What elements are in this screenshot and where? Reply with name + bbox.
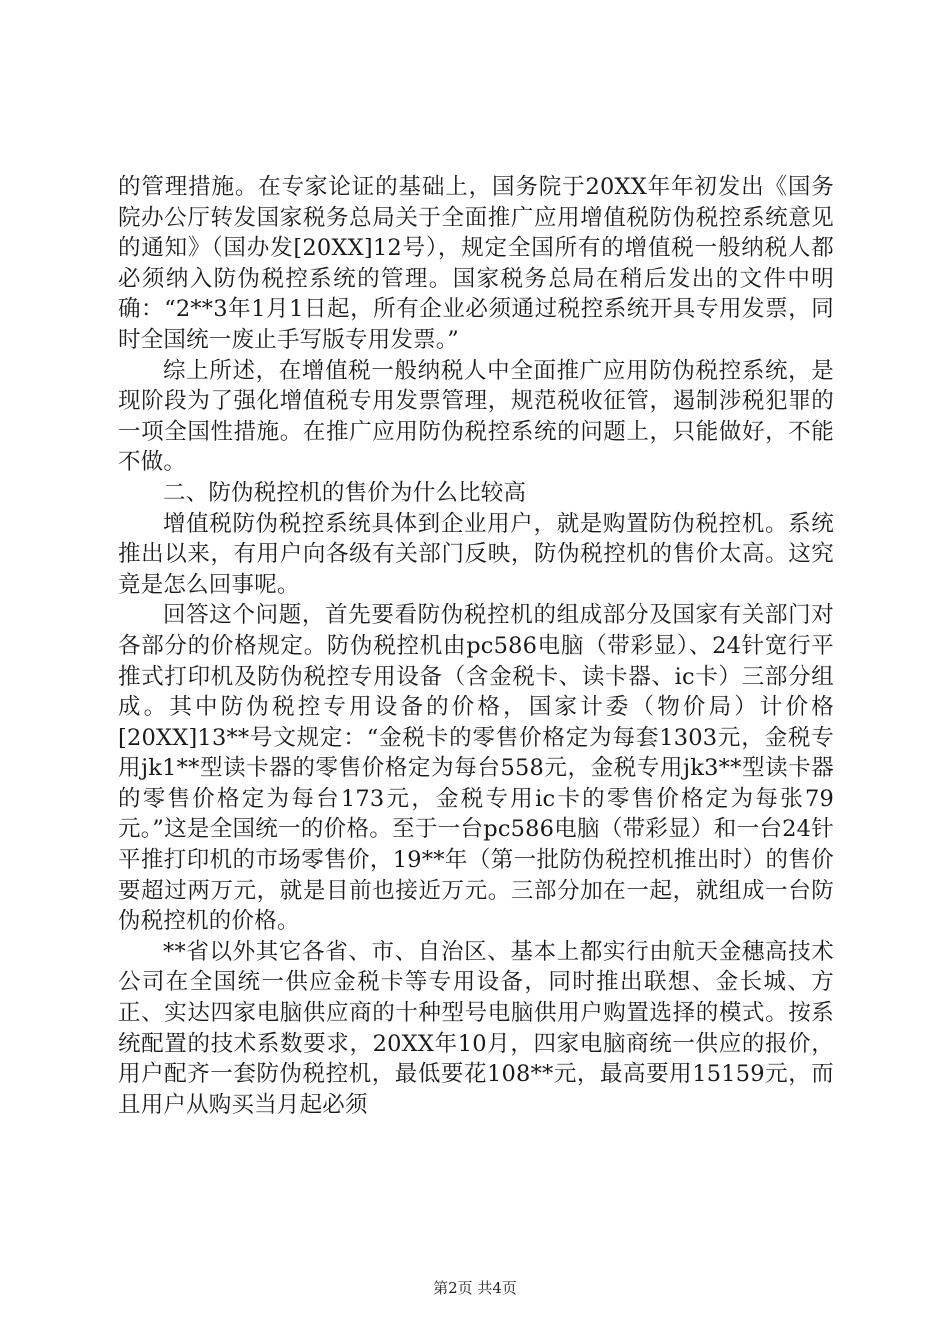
paragraph-5: **省以外其它各省、市、自治区、基本上都实行由航天金穗高技术公司在全国统一供应金税卡等专用设备，同时推出联想、金长城、方正、实达四家电脑供应商的十种型号电脑供用户购置选择的模式。按系统配置的技术系数要求，20XX年10月，四家电脑商统一供应的报价，用户配齐一套防伪税控机，最低要花108**元，最高要用15159元，而且用户从购买当月起必须 bbox=[118, 938, 834, 1118]
page-number: 第2页 共4页 bbox=[433, 1279, 517, 1297]
page-footer bbox=[0, 1278, 950, 1298]
paragraph-1: 的管理措施。在专家论证的基础上，国务院于20XX年年初发出《国务院办公厅转发国家税务总局关于全面推广应用增值税防伪税控系统意见的通知》（国办发[20XX]12号），规定全国所有的增值税一般纳税人都必须纳入防伪税控系统的管理。国家税务总局在稍后发出的文件中明确：“2**3年1月1日起，所有企业必须通过税控系统开具专用发票，同时全国统一废止手写版专用发票。” bbox=[118, 174, 834, 353]
document-body bbox=[118, 172, 834, 1120]
paragraph-2: 综上所述，在增值税一般纳税人中全面推广应用防伪税控系统，是现阶段为了强化增值税专用发票管理，规范税收征管，遏制涉税犯罪的一项全国性措施。在推广应用防伪税控系统的问题上，只能做好，不能不做。 bbox=[118, 357, 834, 476]
section-heading: 二、防伪税控机的售价为什么比较高 bbox=[163, 479, 527, 506]
paragraph-4: 回答这个问题，首先要看防伪税控机的组成部分及国家有关部门对各部分的价格规定。防伪税控机由pc586电脑（带彩显）、24针宽行平推式打印机及防伪税控专用设备（含金税卡、读卡器、ic卡）三部分组成。其中防伪税控专用设备的价格，国家计委（物价局）计价格[20XX]13**号文规定：“金税卡的零售价格定为每套1303元，金税专用jk1**型读卡器的零售价格定为每台558元，金税专用jk3**型读卡器的零售价格定为每台173元，金税专用ic卡的零售价格定为每张79元。”这是全国统一的价格。至于一台pc586电脑（带彩显）和一台24针平推打印机的市场零售价，19**年（第一批防伪税控机推出时）的售价要超过两万元，就是目前也接近万元。三部分加在一起，就组成一台防伪税控机的价格。 bbox=[118, 602, 834, 935]
paragraph-3: 增值税防伪税控系统具体到企业用户，就是购置防伪税控机。系统推出以来，有用户向各级有关部门反映，防伪税控机的售价太高。这究竟是怎么回事呢。 bbox=[118, 510, 834, 598]
